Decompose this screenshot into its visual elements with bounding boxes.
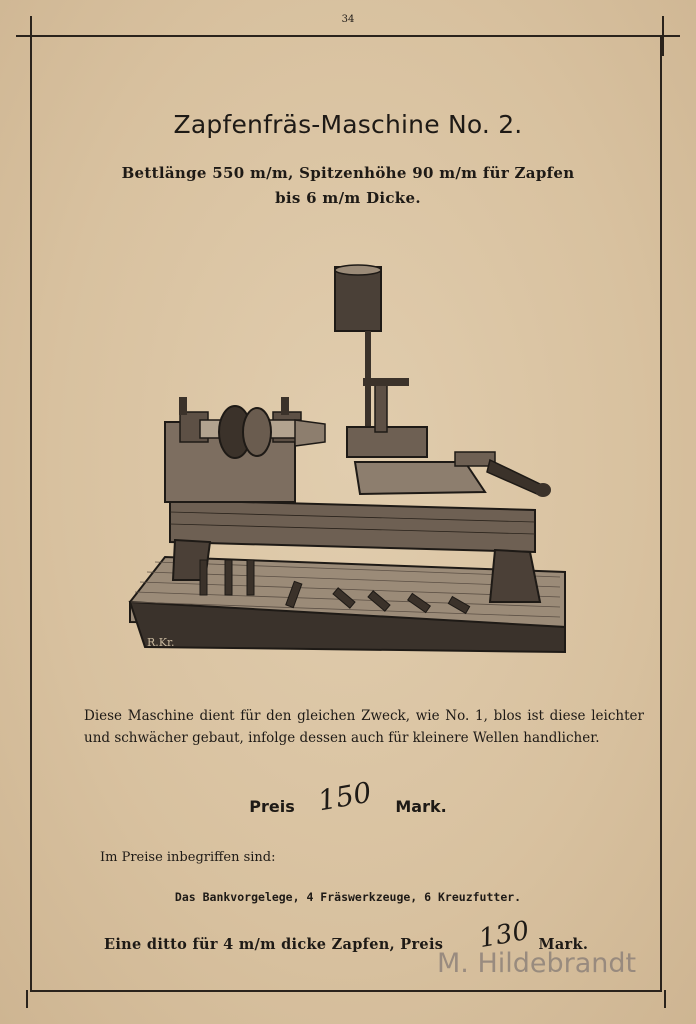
handwritten-price: 150 bbox=[315, 775, 375, 818]
corner-mark bbox=[26, 990, 28, 1008]
milling-machine-illustration bbox=[125, 262, 570, 662]
handwritten-ditto-price: 130 bbox=[476, 915, 532, 955]
corner-mark bbox=[650, 35, 680, 37]
price-line bbox=[0, 775, 696, 819]
corner-mark bbox=[16, 35, 46, 37]
description-text: Diese Maschine dient für den gleichen Zweck, wie No. 1, blos ist diese leichter und schwächer gebaut, infolge dessen auch für kleinere Wellen handlicher. bbox=[84, 708, 644, 746]
corner-mark bbox=[664, 990, 666, 1008]
included-items: Das Bankvorgelege, 4 Fräswerkzeuge, 6 Kreuzfutter. bbox=[174, 890, 522, 904]
spec-line-2: bis 6 m/m Dicke. bbox=[275, 189, 421, 207]
page-number: 34 bbox=[341, 14, 355, 25]
ditto-text: Eine ditto für 4 m/m dicke Zapfen, Preis bbox=[104, 936, 444, 953]
page-title: Zapfenfräs-Maschine No. 2. bbox=[173, 110, 523, 139]
spec-line-1: Bettlänge 550 m/m, Spitzenhöhe 90 m/m für Zapfen bbox=[121, 164, 575, 182]
engraver-mark: R.Kr. bbox=[147, 636, 175, 649]
price-unit: Mark. bbox=[395, 797, 447, 816]
ditto-unit: Mark. bbox=[538, 936, 589, 953]
watermark: M. Hildebrandt bbox=[437, 948, 637, 979]
included-heading: Im Preise inbegriffen sind: bbox=[100, 850, 276, 865]
price-label: Preis bbox=[249, 797, 295, 816]
